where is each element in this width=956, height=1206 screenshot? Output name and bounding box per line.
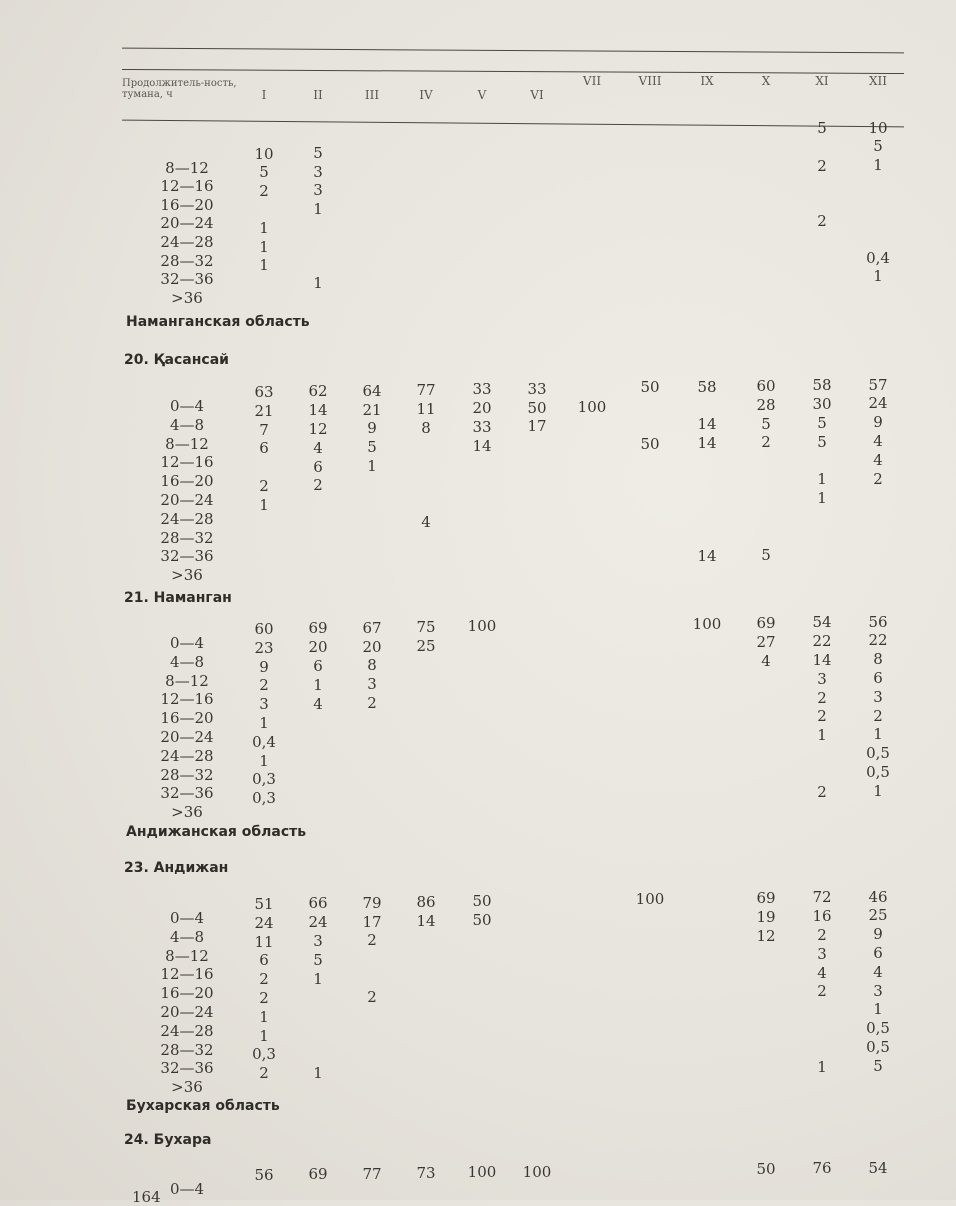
table-cell-XI: 30 xyxy=(812,395,832,414)
region-heading: Наманганская область xyxy=(126,314,310,330)
table-cell-II: 5 xyxy=(313,143,323,162)
duration-range: 8—12 xyxy=(165,434,209,453)
table-cell-II: 69 xyxy=(308,619,328,638)
table-cell-XII: 0,5 xyxy=(866,744,890,763)
table-cell-IV: 86 xyxy=(416,893,436,912)
duration-range: 24—28 xyxy=(160,509,214,528)
table-cell-I: 23 xyxy=(254,638,274,657)
duration-range: 16—20 xyxy=(160,709,214,728)
duration-range: >36 xyxy=(171,1078,203,1097)
table-cell-I: 7 xyxy=(259,420,269,439)
duration-range: 24—28 xyxy=(160,233,214,251)
table-cell-II: 24 xyxy=(308,913,328,932)
duration-range: 4—8 xyxy=(169,927,205,946)
table-cell-X: 69 xyxy=(756,613,776,632)
table-cell-X: 28 xyxy=(756,395,776,414)
duration-range: 16—20 xyxy=(160,984,214,1003)
table-cell-II: 1 xyxy=(313,274,323,293)
table-cell-XI: 2 xyxy=(817,156,827,175)
duration-range: 16—20 xyxy=(160,472,214,491)
table-cell-XI: 2 xyxy=(817,688,827,707)
duration-range: 12—16 xyxy=(160,690,214,709)
table-cell-XII: 1 xyxy=(873,781,883,800)
table-cell-IV: 25 xyxy=(416,636,436,655)
duration-range: 0—4 xyxy=(169,1180,205,1198)
table-cell-X: 27 xyxy=(756,632,776,651)
duration-range: 32—36 xyxy=(160,547,214,566)
duration-range: 12—16 xyxy=(160,177,214,196)
table-cell-IV: 4 xyxy=(421,512,431,531)
header-duration: Продолжитель-ность, тумана, ч xyxy=(122,78,237,100)
table-cell-XI: 2 xyxy=(817,782,827,801)
duration-range: 28—32 xyxy=(160,765,214,784)
header-month-IV: IV xyxy=(419,88,433,102)
table-cell-III: 5 xyxy=(367,438,377,457)
duration-range: >36 xyxy=(171,803,203,822)
table-cell-I: 21 xyxy=(254,401,274,420)
table-cell-XII: 54 xyxy=(868,1158,888,1177)
station-heading: 23. Андижан xyxy=(124,860,229,876)
table-cell-XII: 0,5 xyxy=(866,1038,890,1057)
table-cell-XII: 0,5 xyxy=(866,763,890,782)
duration-range: 20—24 xyxy=(160,214,214,233)
table-cell-IV: 14 xyxy=(416,911,436,930)
duration-range: 20—24 xyxy=(160,1003,214,1021)
table-cell-XII: 6 xyxy=(873,669,883,688)
table-cell-XII: 1 xyxy=(873,1000,883,1019)
table-cell-I: 2 xyxy=(259,970,269,989)
table-cell-V: 50 xyxy=(472,892,492,911)
table-cell-XII: 9 xyxy=(873,925,883,944)
table-cell-XI: 4 xyxy=(817,963,827,982)
table-cell-VI: 100 xyxy=(522,1162,552,1181)
duration-range: 8—12 xyxy=(165,671,209,690)
duration-range: 0—4 xyxy=(169,909,205,927)
table-cell-X: 19 xyxy=(756,907,776,926)
table-cell-I: 9 xyxy=(259,657,269,676)
duration-range: 12—16 xyxy=(160,453,214,472)
header-month-VIII: VIII xyxy=(638,74,662,88)
table-cell-XII: 5 xyxy=(873,1056,883,1075)
table-cell-I: 24 xyxy=(254,913,274,932)
station-heading: 21. Наманган xyxy=(124,590,232,606)
table-cell-I: 2 xyxy=(259,1064,269,1083)
page-number: 164 xyxy=(132,1188,161,1206)
duration-range: >36 xyxy=(171,566,203,585)
table-cell-I: 1 xyxy=(259,1026,269,1045)
table-cell-XI: 16 xyxy=(812,907,832,926)
table-cell-IX: 14 xyxy=(697,434,717,453)
table-cell-III: 20 xyxy=(362,637,382,656)
table-cell-II: 14 xyxy=(308,401,328,420)
duration-range: 8—12 xyxy=(165,158,209,177)
table-cell-V: 33 xyxy=(472,417,492,436)
duration-range: 0—4 xyxy=(169,397,205,415)
header-month-I: I xyxy=(261,88,267,102)
duration-range: 4—8 xyxy=(169,415,205,434)
duration-range: 32—36 xyxy=(160,784,214,803)
table-cell-XI: 1 xyxy=(817,470,827,489)
table-cell-I: 2 xyxy=(259,181,269,200)
table-cell-III: 17 xyxy=(362,912,382,931)
table-cell-XI: 2 xyxy=(817,212,827,231)
table-cell-II: 1 xyxy=(313,1063,323,1082)
table-cell-II: 5 xyxy=(313,950,323,969)
table-cell-XII: 22 xyxy=(868,631,888,650)
table-cell-XII: 1 xyxy=(873,155,883,174)
header-month-IX: IX xyxy=(700,74,714,88)
table-cell-I: 1 xyxy=(259,714,269,732)
duration-range: 28—32 xyxy=(160,1040,214,1059)
duration-range: 32—36 xyxy=(160,270,214,289)
table-cell-II: 1 xyxy=(313,969,323,988)
header-month-II: II xyxy=(313,88,323,102)
table-cell-X: 69 xyxy=(756,888,776,907)
table-cell-XII: 5 xyxy=(873,137,883,156)
duration-range: 12—16 xyxy=(160,965,214,984)
duration-range: 20—24 xyxy=(160,728,214,746)
table-cell-II: 12 xyxy=(308,419,328,438)
table-cell-X: 2 xyxy=(761,433,771,452)
table-cell-II: 1 xyxy=(313,199,323,218)
table-cell-III: 67 xyxy=(362,618,382,637)
table-cell-I: 0,3 xyxy=(252,770,276,789)
table-cell-I: 0,3 xyxy=(252,789,276,808)
table-cell-XII: 4 xyxy=(873,962,883,981)
table-cell-V: 100 xyxy=(467,617,497,636)
table-cell-III: 77 xyxy=(362,1164,382,1183)
header-month-XII: XII xyxy=(868,74,888,88)
table-cell-XI: 76 xyxy=(812,1159,832,1178)
table-cell-III: 79 xyxy=(362,893,382,912)
table-cell-I: 6 xyxy=(259,951,269,970)
table-cell-XI: 1 xyxy=(817,1057,827,1076)
header-bottom-rule xyxy=(122,120,904,128)
duration-range: 0—4 xyxy=(169,634,205,652)
table-cell-XI: 2 xyxy=(817,925,827,944)
duration-range: 28—32 xyxy=(160,251,214,270)
table-cell-XI: 22 xyxy=(812,632,832,651)
duration-range: 24—28 xyxy=(160,1021,214,1040)
table-cell-VII: 100 xyxy=(577,397,607,416)
table-cell-XII: 9 xyxy=(873,413,883,432)
duration-range: 32—36 xyxy=(160,1059,214,1078)
header-top-rule xyxy=(122,69,904,74)
table-cell-IX: 58 xyxy=(697,377,717,396)
table-cell-XII: 0,4 xyxy=(866,248,890,267)
table-cell-I: 3 xyxy=(259,695,269,714)
table-cell-II: 3 xyxy=(313,931,323,950)
table-cell-XI: 72 xyxy=(812,888,832,907)
table-cell-I: 2 xyxy=(259,989,269,1007)
table-cell-XII: 3 xyxy=(873,981,883,1000)
table-cell-XI: 58 xyxy=(812,376,832,395)
table-cell-I: 51 xyxy=(254,895,274,913)
table-cell-XI: 5 xyxy=(817,413,827,432)
table-cell-II: 66 xyxy=(308,894,328,913)
table-cell-III: 9 xyxy=(367,419,377,438)
table-cell-VI: 17 xyxy=(527,417,547,436)
table-cell-X: 12 xyxy=(756,926,776,945)
table-cell-I: 11 xyxy=(254,932,274,951)
table-cell-II: 4 xyxy=(313,694,323,713)
table-cell-XI: 2 xyxy=(817,707,827,726)
table-cell-IV: 75 xyxy=(416,618,436,637)
table-cell-XII: 2 xyxy=(873,706,883,725)
table-cell-XII: 56 xyxy=(868,612,888,631)
table-cell-I: 10 xyxy=(254,144,274,163)
table-cell-I: 5 xyxy=(259,163,269,182)
table-cell-I: 1 xyxy=(259,751,269,770)
table-cell-XII: 2 xyxy=(873,469,883,488)
duration-range: 28—32 xyxy=(160,528,214,547)
table-cell-XII: 24 xyxy=(868,394,888,413)
table-cell-IV: 8 xyxy=(421,418,431,437)
table-cell-V: 33 xyxy=(472,380,492,399)
table-cell-I: 0,4 xyxy=(252,732,276,751)
header-month-VII: VII xyxy=(582,74,602,88)
table-cell-I: 1 xyxy=(259,219,269,237)
table-cell-XII: 8 xyxy=(873,650,883,669)
table-cell-V: 50 xyxy=(472,911,492,930)
table-cell-III: 8 xyxy=(367,656,377,675)
table-cell-I: 1 xyxy=(259,256,269,275)
region-heading: Бухарская область xyxy=(126,1098,280,1114)
table-cell-V: 14 xyxy=(472,436,492,455)
duration-range: 16—20 xyxy=(160,195,214,214)
table-cell-X: 4 xyxy=(761,651,771,670)
table-cell-II: 6 xyxy=(313,656,323,675)
table-cell-I: 60 xyxy=(254,620,274,638)
table-cell-V: 100 xyxy=(467,1163,497,1182)
table-cell-XII: 46 xyxy=(868,887,888,906)
table-cell-I: 1 xyxy=(259,237,269,256)
table-cell-II: 2 xyxy=(313,476,323,495)
table-cell-XI: 2 xyxy=(817,982,827,1001)
duration-range: 24—28 xyxy=(160,746,214,765)
table-cell-XII: 1 xyxy=(873,725,883,744)
table-cell-XI: 5 xyxy=(817,432,827,451)
header-month-VI: VI xyxy=(530,88,544,102)
table-cell-II: 69 xyxy=(308,1165,328,1184)
table-cell-VI: 33 xyxy=(527,379,547,398)
duration-range: 20—24 xyxy=(160,491,214,509)
table-cell-XII: 25 xyxy=(868,906,888,925)
table-cell-V: 20 xyxy=(472,399,492,418)
table-cell-XI: 5 xyxy=(817,119,827,138)
table-cell-III: 3 xyxy=(367,675,377,694)
table-cell-XII: 4 xyxy=(873,432,883,451)
region-heading: Андижанская область xyxy=(126,824,307,840)
header-month-XI: XI xyxy=(815,74,829,88)
table-cell-II: 6 xyxy=(313,457,323,476)
table-cell-XI: 3 xyxy=(817,944,827,963)
table-cell-III: 21 xyxy=(362,400,382,419)
table-cell-I: 2 xyxy=(259,477,269,495)
header-month-X: X xyxy=(761,74,771,88)
table-cell-VIII: 50 xyxy=(640,378,660,397)
table-cell-X: 5 xyxy=(761,546,771,565)
table-cell-I: 56 xyxy=(254,1166,274,1184)
table-cell-XII: 57 xyxy=(868,375,888,394)
table-cell-XI: 1 xyxy=(817,726,827,745)
table-cell-II: 20 xyxy=(308,638,328,657)
table-cell-XII: 1 xyxy=(873,267,883,286)
table-cell-IX: 100 xyxy=(692,614,722,633)
table-cell-I: 63 xyxy=(254,383,274,401)
table-cell-II: 62 xyxy=(308,382,328,401)
table-cell-VIII: 100 xyxy=(635,890,665,909)
table-cell-XI: 54 xyxy=(812,613,832,632)
table-cell-III: 2 xyxy=(367,931,377,950)
table-cell-III: 1 xyxy=(367,456,377,475)
top-rule xyxy=(122,48,904,54)
header-month-V: V xyxy=(477,88,487,102)
table-cell-I: 2 xyxy=(259,676,269,695)
table-cell-X: 5 xyxy=(761,414,771,433)
duration-range: 8—12 xyxy=(165,946,209,965)
table-cell-XI: 14 xyxy=(812,650,832,669)
table-cell-III: 64 xyxy=(362,381,382,400)
header-month-III: III xyxy=(364,88,380,102)
table-cell-X: 50 xyxy=(756,1159,776,1178)
table-cell-I: 6 xyxy=(259,439,269,458)
table-cell-X: 60 xyxy=(756,376,776,395)
table-cell-XII: 0,5 xyxy=(866,1019,890,1038)
table-cell-I: 1 xyxy=(259,495,269,514)
table-cell-XII: 10 xyxy=(868,118,888,137)
table-cell-XII: 6 xyxy=(873,944,883,963)
table-cell-II: 1 xyxy=(313,675,323,694)
duration-range: >36 xyxy=(171,288,203,307)
table-cell-XI: 1 xyxy=(817,489,827,508)
table-cell-III: 2 xyxy=(367,987,377,1006)
table-cell-IV: 11 xyxy=(416,399,436,418)
table-cell-IX: 14 xyxy=(697,546,717,565)
table-cell-III: 2 xyxy=(367,693,377,712)
table-cell-XI: 3 xyxy=(817,669,827,688)
duration-range: 4—8 xyxy=(169,652,205,671)
table-cell-I: 0,3 xyxy=(252,1045,276,1064)
table-cell-XII: 3 xyxy=(873,687,883,706)
table-cell-XII: 4 xyxy=(873,450,883,469)
table-cell-II: 3 xyxy=(313,181,323,200)
table-cell-IV: 77 xyxy=(416,381,436,400)
station-heading: 20. Қасансай xyxy=(124,352,229,368)
table-cell-I: 1 xyxy=(259,1007,269,1026)
station-heading: 24. Бухара xyxy=(124,1132,212,1148)
table-cell-VIII: 50 xyxy=(640,434,660,453)
table-cell-II: 4 xyxy=(313,438,323,457)
table-cell-IX: 14 xyxy=(697,415,717,434)
table-cell-II: 3 xyxy=(313,162,323,181)
table-cell-VI: 50 xyxy=(527,398,547,417)
table-cell-IV: 73 xyxy=(416,1164,436,1183)
